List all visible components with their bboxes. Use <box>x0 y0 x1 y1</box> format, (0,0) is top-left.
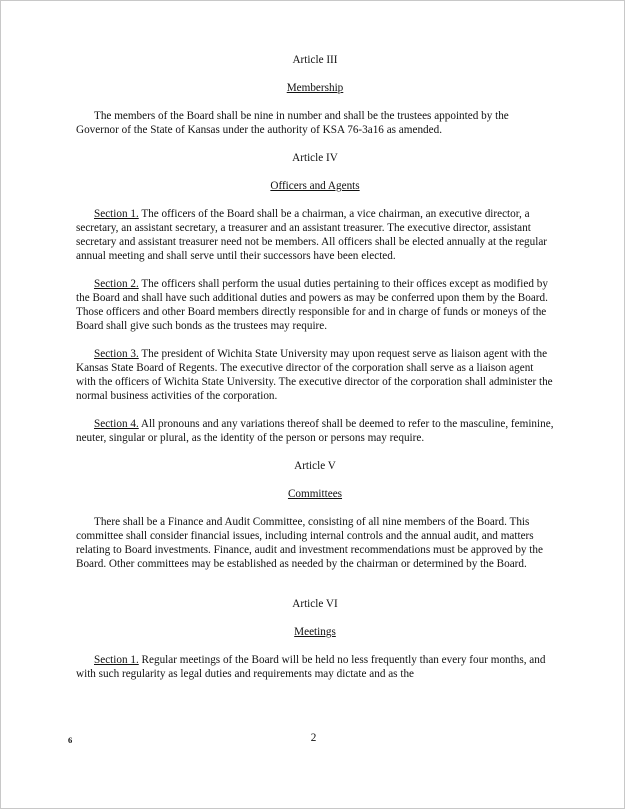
article-5-body: There shall be a Finance and Audit Committee, consisting of all nine members of the Board. This committee shall consider financial issues, including internal controls and the annual audit, and matters relating to Board investments. Finance, audit and investment recommendations must be approved by the Board. Other committees may be established as needed by the chairman or determined by the Board. <box>76 516 543 570</box>
article-6-subtitle: Meetings <box>294 626 336 638</box>
article-3-title: Article III <box>292 54 338 66</box>
section-text: The officers shall perform the usual duties pertaining to their offices except as modified by the Board and shall have such additional duties and powers as may be conferred upon them by the Board. Those officers and other Board members directly responsible for and in charge of funds or moneys of the Board shall give such bonds as the trustees may require. <box>76 278 548 332</box>
article-5-subtitle: Committees <box>287 488 343 500</box>
article-6-section-1 <box>76 653 554 681</box>
article-4-section-3 <box>76 347 554 403</box>
corner-number: 6 <box>68 735 73 745</box>
article-4-section-2 <box>76 277 554 333</box>
page-number: 2 <box>310 732 317 744</box>
article-3-subtitle: Membership <box>286 82 344 94</box>
article-4-section-4 <box>76 417 554 445</box>
article-6-title: Article VI <box>292 598 338 610</box>
article-4-title: Article IV <box>292 152 338 164</box>
section-label: Section 1. <box>94 654 139 666</box>
article-5-title: Article V <box>294 460 336 472</box>
section-label: Section 1. <box>94 208 139 220</box>
section-text: The president of Wichita State University may upon request serve as liaison agent with the Kansas State Board of Regents. The executive director of the corporation shall serve as a liaison agent with the officers of Wichita State University. The executive director of the corporation shall administer the normal business activities of the corporation. <box>76 348 553 402</box>
section-text: Regular meetings of the Board will be held no less frequently than every four months, and with such regularity as legal duties and requirements may dictate and as the <box>76 654 546 680</box>
spacer <box>76 585 554 597</box>
section-text: The officers of the Board shall be a chairman, a vice chairman, an executive director, a secretary, an assistant secretary, a treasurer and an assistant treasurer. The executive director, assistant secretary and assistant treasurer need not be members. All officers shall be elected annually at the regular annual meeting and shall serve until their successors have been elected. <box>76 208 548 262</box>
article-4-section-1 <box>76 207 554 263</box>
section-label: Section 2. <box>94 278 139 290</box>
section-text: All pronouns and any variations thereof shall be deemed to refer to the masculine, feminine, neuter, singular or plural, as the identity of the person or persons may require. <box>76 418 554 444</box>
document-body <box>76 53 554 695</box>
section-label: Section 3. <box>94 348 139 360</box>
article-3-body: The members of the Board shall be nine in number and shall be the trustees appointed by the Governor of the State of Kansas under the authority of KSA 76-3a16 as amended. <box>76 110 509 136</box>
section-label: Section 4. <box>94 418 139 430</box>
article-4-subtitle: Officers and Agents <box>270 180 360 192</box>
